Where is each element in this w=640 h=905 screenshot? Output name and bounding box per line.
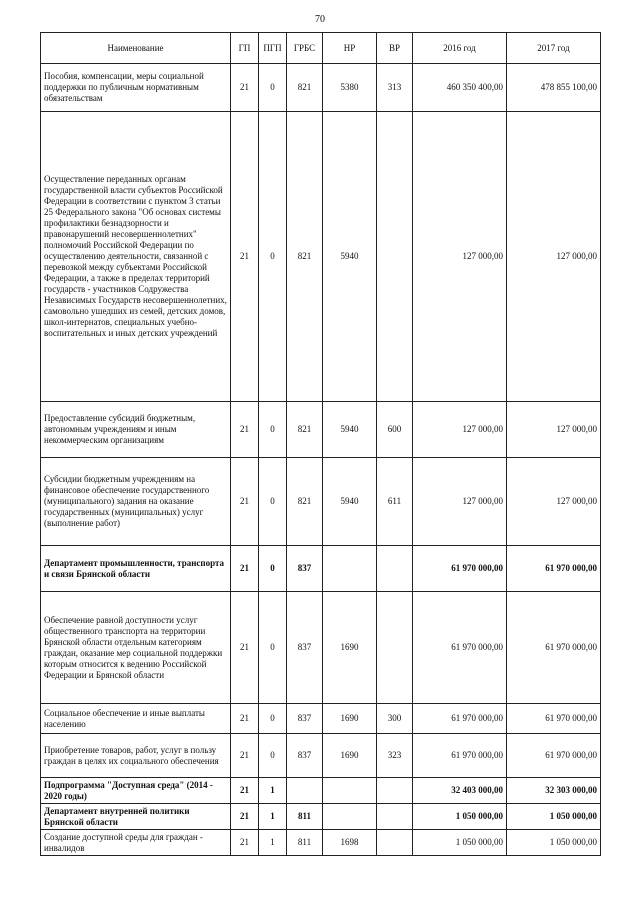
cell-2016: 32 403 000,00 <box>413 778 507 804</box>
cell-nr <box>323 546 377 592</box>
cell-gp: 21 <box>231 546 259 592</box>
cell-2017: 61 970 000,00 <box>507 734 601 778</box>
cell-pgp: 0 <box>259 592 287 704</box>
table-header-row <box>41 33 601 64</box>
header-grbs: ГРБС <box>287 33 323 64</box>
cell-nr <box>323 804 377 830</box>
cell-name: Предоставление субсидий бюджетным, автономным учреждениям и иным некоммерческим организациям <box>41 402 231 458</box>
table-row <box>41 592 601 704</box>
table-row <box>41 112 601 402</box>
cell-grbs: 821 <box>287 112 323 402</box>
cell-2017: 61 970 000,00 <box>507 546 601 592</box>
cell-grbs: 811 <box>287 830 323 856</box>
table-row <box>41 704 601 734</box>
header-2017: 2017 год <box>507 33 601 64</box>
cell-pgp: 0 <box>259 734 287 778</box>
table-row <box>41 734 601 778</box>
cell-2016: 460 350 400,00 <box>413 64 507 112</box>
cell-nr: 1690 <box>323 704 377 734</box>
cell-nr <box>323 778 377 804</box>
cell-pgp: 0 <box>259 402 287 458</box>
cell-nr: 1690 <box>323 592 377 704</box>
cell-pgp: 0 <box>259 112 287 402</box>
cell-2017: 127 000,00 <box>507 458 601 546</box>
cell-gp: 21 <box>231 704 259 734</box>
header-name: Наименование <box>41 33 231 64</box>
cell-grbs: 821 <box>287 402 323 458</box>
cell-vr: 323 <box>377 734 413 778</box>
cell-name: Департамент промышленности, транспорта и связи Брянской области <box>41 546 231 592</box>
cell-grbs <box>287 778 323 804</box>
cell-gp: 21 <box>231 402 259 458</box>
cell-gp: 21 <box>231 804 259 830</box>
cell-vr <box>377 546 413 592</box>
table-row <box>41 830 601 856</box>
header-gp: ГП <box>231 33 259 64</box>
cell-2016: 127 000,00 <box>413 458 507 546</box>
cell-name: Приобретение товаров, работ, услуг в пользу граждан в целях их социального обеспечения <box>41 734 231 778</box>
cell-2016: 1 050 000,00 <box>413 804 507 830</box>
table-row <box>41 458 601 546</box>
table-row <box>41 64 601 112</box>
cell-pgp: 1 <box>259 804 287 830</box>
cell-pgp: 0 <box>259 458 287 546</box>
cell-vr <box>377 592 413 704</box>
budget-table <box>40 32 601 856</box>
cell-vr <box>377 778 413 804</box>
cell-2017: 478 855 100,00 <box>507 64 601 112</box>
cell-2017: 61 970 000,00 <box>507 704 601 734</box>
page-number: 70 <box>315 14 325 25</box>
cell-vr: 611 <box>377 458 413 546</box>
cell-nr: 5940 <box>323 112 377 402</box>
cell-2016: 61 970 000,00 <box>413 704 507 734</box>
header-pgp: ПГП <box>259 33 287 64</box>
cell-2016: 61 970 000,00 <box>413 546 507 592</box>
cell-gp: 21 <box>231 64 259 112</box>
header-2016: 2016 год <box>413 33 507 64</box>
cell-2016: 1 050 000,00 <box>413 830 507 856</box>
cell-gp: 21 <box>231 734 259 778</box>
cell-grbs: 811 <box>287 804 323 830</box>
cell-gp: 21 <box>231 830 259 856</box>
cell-nr: 1698 <box>323 830 377 856</box>
cell-grbs: 821 <box>287 458 323 546</box>
cell-2017: 127 000,00 <box>507 112 601 402</box>
cell-gp: 21 <box>231 778 259 804</box>
cell-pgp: 0 <box>259 704 287 734</box>
cell-2017: 1 050 000,00 <box>507 830 601 856</box>
cell-nr: 1690 <box>323 734 377 778</box>
table-row <box>41 402 601 458</box>
cell-gp: 21 <box>231 458 259 546</box>
header-vr: ВР <box>377 33 413 64</box>
cell-vr <box>377 112 413 402</box>
cell-nr: 5940 <box>323 458 377 546</box>
cell-vr <box>377 830 413 856</box>
cell-name: Социальное обеспечение и иные выплаты населению <box>41 704 231 734</box>
cell-gp: 21 <box>231 592 259 704</box>
cell-name: Обеспечение равной доступности услуг общественного транспорта на территории Брянской области отдельным категориям граждан, оказание мер социальной поддержки которым относится к ведению Российской Федерации и Брянской области <box>41 592 231 704</box>
cell-grbs: 837 <box>287 546 323 592</box>
cell-nr: 5380 <box>323 64 377 112</box>
header-nr: НР <box>323 33 377 64</box>
cell-gp: 21 <box>231 112 259 402</box>
cell-name: Департамент внутренней политики Брянской области <box>41 804 231 830</box>
cell-pgp: 1 <box>259 778 287 804</box>
cell-grbs: 821 <box>287 64 323 112</box>
table-row <box>41 778 601 804</box>
cell-nr: 5940 <box>323 402 377 458</box>
cell-pgp: 0 <box>259 546 287 592</box>
cell-2016: 61 970 000,00 <box>413 734 507 778</box>
cell-name: Создание доступной среды для граждан - инвалидов <box>41 830 231 856</box>
cell-pgp: 1 <box>259 830 287 856</box>
cell-2016: 61 970 000,00 <box>413 592 507 704</box>
cell-name: Пособия, компенсации, меры социальной поддержки по публичным нормативным обязательствам <box>41 64 231 112</box>
table-row <box>41 546 601 592</box>
cell-grbs: 837 <box>287 592 323 704</box>
cell-2017: 1 050 000,00 <box>507 804 601 830</box>
cell-grbs: 837 <box>287 734 323 778</box>
cell-2016: 127 000,00 <box>413 402 507 458</box>
cell-2017: 127 000,00 <box>507 402 601 458</box>
cell-name: Подпрограмма "Доступная среда" (2014 - 2020 годы) <box>41 778 231 804</box>
table-row <box>41 804 601 830</box>
cell-vr: 600 <box>377 402 413 458</box>
cell-pgp: 0 <box>259 64 287 112</box>
cell-vr: 300 <box>377 704 413 734</box>
cell-name: Субсидии бюджетным учреждениям на финансовое обеспечение государственного (муниципального) задания на оказание государственных (муниципальных) услуг (выполнение работ) <box>41 458 231 546</box>
cell-grbs: 837 <box>287 704 323 734</box>
cell-2016: 127 000,00 <box>413 112 507 402</box>
cell-2017: 32 303 000,00 <box>507 778 601 804</box>
cell-vr <box>377 804 413 830</box>
cell-name: Осуществление переданных органам государственной власти субъектов Российской Федерации в соответствии с пунктом 3 статьи 25 Федерального закона "Об основах системы профилактики безнадзорности и правонарушений несовершеннолетних" полномочий Российской Федерации по осуществлению деятельности, связанной с перевозкой между субъектами Российской Федерации, а также в пределах территорий государств - участников Содружества Независимых Государств несовершеннолетних, самовольно ушедших из семей, детских домов, школ-интернатов, специальных учебно-воспитательных и иных детских учреждений <box>41 112 231 402</box>
cell-2017: 61 970 000,00 <box>507 592 601 704</box>
cell-vr: 313 <box>377 64 413 112</box>
